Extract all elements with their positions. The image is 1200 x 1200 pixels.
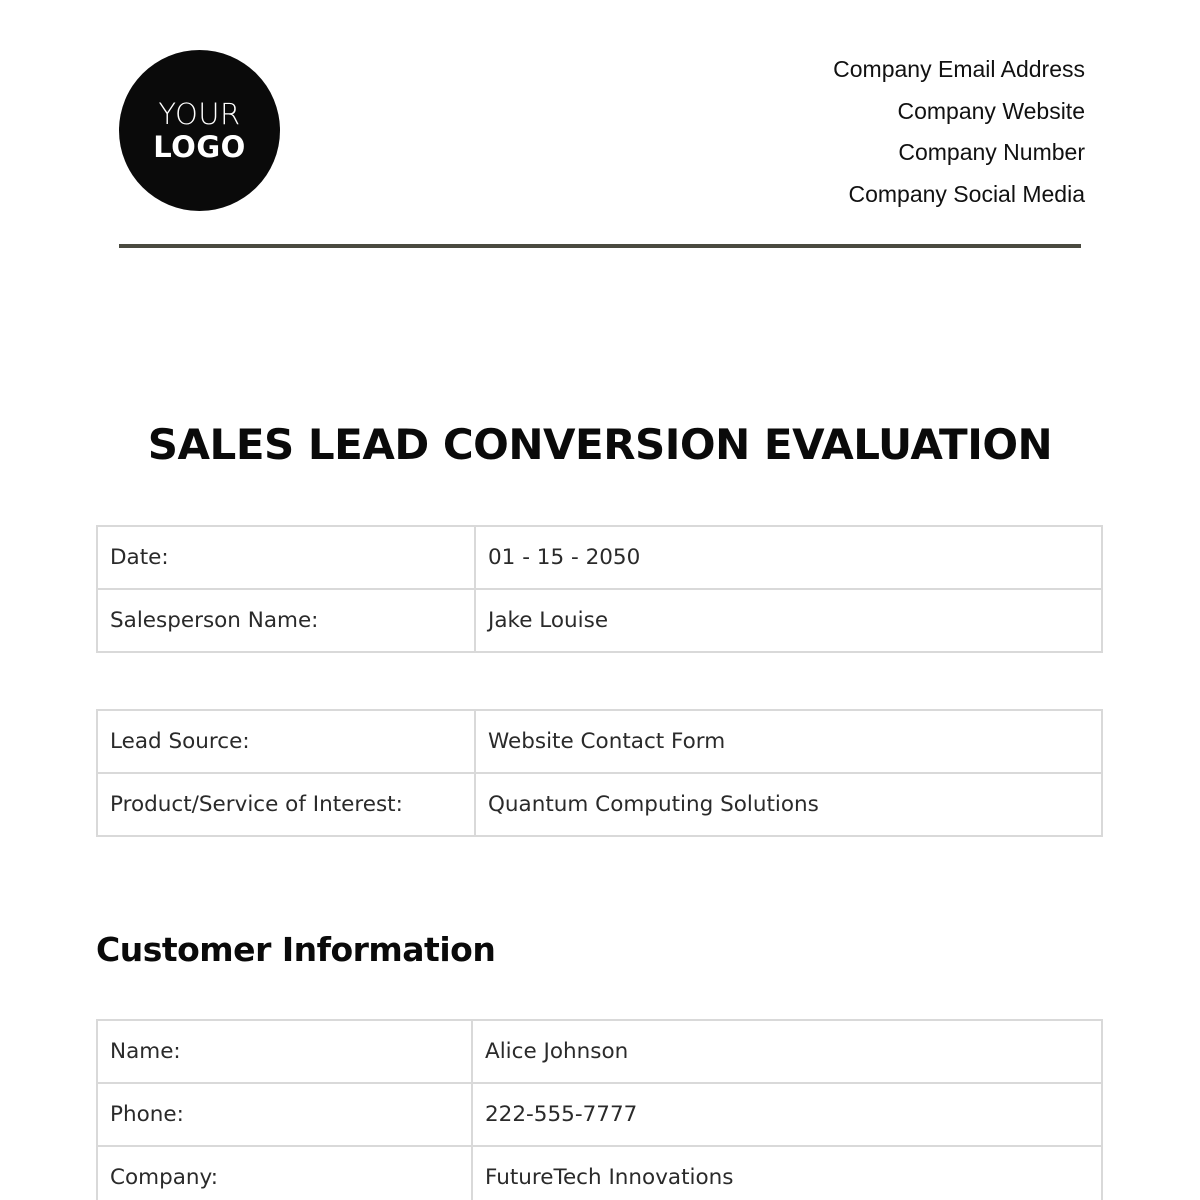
table-row <box>97 1146 1102 1200</box>
field-value-date: 01 - 15 - 2050 <box>475 526 1102 589</box>
date-salesperson-table <box>96 525 1103 653</box>
field-label-company: Company: <box>97 1146 472 1200</box>
company-website: Company Website <box>897 97 1085 124</box>
field-value-product-interest: Quantum Computing Solutions <box>475 773 1102 836</box>
field-value-lead-source: Website Contact Form <box>475 710 1102 773</box>
table-row <box>97 1083 1102 1146</box>
field-value-name: Alice Johnson <box>472 1020 1102 1083</box>
table-row <box>97 526 1102 589</box>
company-number: Company Number <box>898 139 1085 165</box>
customer-information-heading: Customer Information <box>96 930 496 969</box>
logo-text-logo: LOGO <box>153 129 246 164</box>
field-label-date: Date: <box>97 526 475 589</box>
company-social-media: Company Social Media <box>848 180 1085 207</box>
document-title: SALES LEAD CONVERSION EVALUATION <box>147 420 1053 469</box>
customer-information-table <box>96 1019 1103 1200</box>
lead-source-table <box>96 709 1103 837</box>
field-label-product-interest: Product/Service of Interest: <box>97 773 475 836</box>
field-value-salesperson: Jake Louise <box>475 589 1102 652</box>
header-divider <box>119 244 1081 248</box>
field-label-name: Name: <box>97 1020 472 1083</box>
table-row <box>97 589 1102 652</box>
table-row <box>97 1020 1102 1083</box>
company-contact-block <box>833 55 1085 221</box>
field-label-phone: Phone: <box>97 1083 472 1146</box>
company-email: Company Email Address <box>833 56 1085 82</box>
field-value-phone: 222-555-7777 <box>472 1083 1102 1146</box>
table-row <box>97 710 1102 773</box>
company-logo <box>119 50 280 211</box>
field-label-salesperson: Salesperson Name: <box>97 589 475 652</box>
table-row <box>97 773 1102 836</box>
field-label-lead-source: Lead Source: <box>97 710 475 773</box>
field-value-company: FutureTech Innovations <box>472 1146 1102 1200</box>
logo-text-your: YOUR <box>158 96 241 131</box>
